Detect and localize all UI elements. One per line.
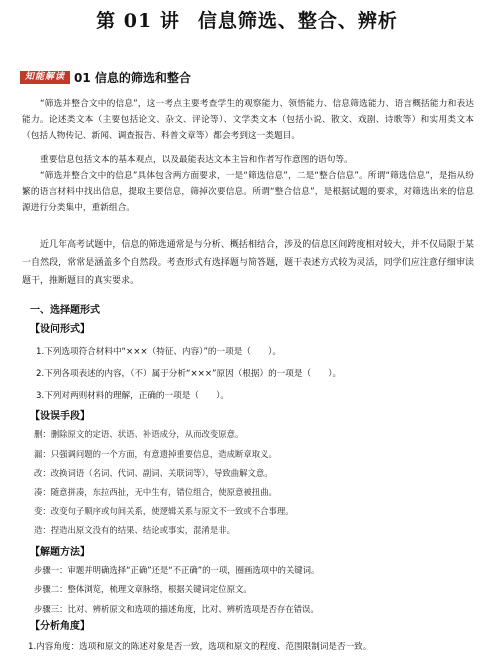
error-method-item: 漏：只强调问题的一个方面，有意遗掉重要信息，造成断章取义。 [34, 449, 277, 459]
error-method-item: 改：改换词语（名词、代词、副词、关联词等），导致曲解文意。 [34, 468, 273, 478]
analysis-heading: 【分析角度】 [30, 621, 90, 632]
question-forms-heading: 【设问形式】 [30, 324, 90, 335]
choice-question-heading: 一、选择题形式 [30, 305, 100, 316]
question-form-item: 1.下列选项符合材料中“×××（特征、内容）”的一项是（ ）。 [36, 347, 281, 357]
error-method-item: 变：改变句子顺序或句间关系，使逻辑关系与原文不一致或不合事理。 [34, 506, 294, 516]
solution-heading: 【解题方法】 [30, 547, 90, 558]
section-header [20, 70, 191, 85]
error-method-item: 删：删除原文的定语、状语、补语成分，从而改变原意。 [34, 429, 244, 439]
error-methods-heading: 【设误手段】 [30, 411, 90, 422]
page-title [0, 6, 494, 33]
error-method-item: 凑：随意拼凑，东拉西扯，无中生有，错位组合，使原意被扭曲。 [34, 487, 277, 497]
lecture-topic: 信息筛选、整合、辨析 [197, 10, 398, 32]
solution-step: 步骤二：整体浏览，梳理文章脉络，根据关键词定位原文。 [34, 584, 252, 594]
paragraph-requirements: “筛选并整合文中的信息”具体包含两方面要求，一是“筛选信息”，二是“整合信息”。所谓“筛选信息”，是指从纷繁的语言材料中找出信息，提取主要信息，筛掉次要信息。所谓“整合信息”，是根据试题的要求，对筛选出来的信息源进行分类集中，重新组合。 [22, 171, 474, 213]
section-title: 01 信息的筛选和整合 [74, 71, 191, 85]
question-form-item: 2.下列各项表述的内容，（不）属于分析“×××”原因（根据）的一项是（ ）。 [36, 369, 342, 379]
solution-step: 步骤一：审题并明确选择“正确”还是“不正确”的一项，圈画选项中的关键词。 [34, 565, 320, 575]
analysis-item: 1.内容角度：选项和原文的陈述对象是否一致，选项和原文的程度、范围限制词是否一致。 [28, 642, 372, 652]
lecture-number: 第 01 讲 [96, 10, 180, 32]
section-tag: 知能解读 [20, 71, 70, 84]
solution-step: 步骤三：比对、辨析原文和选项的描述角度，比对、辨析选项是否存在错误。 [34, 604, 319, 614]
paragraph-intro: “筛选并整合文中的信息”，这一考点主要考查学生的观察能力、领悟能力、信息筛选能力、语言概括能力和表达能力。论述类文本（主要包括论文、杂文、评论等）、文学类文本（包括小说、散文、戏剧、诗歌等）和实用类文本（包括人物传记、新闻、调查报告、科普文章等）都会考到这一类题目。 [22, 99, 474, 141]
question-form-item: 3.下列对两则材料的理解，正确的一项是（ ）。 [36, 391, 229, 401]
paragraph-important-info: 重要信息包括文本的基本观点，以及最能表达文本主旨和作者写作意图的语句等。 [40, 155, 353, 165]
paragraph-exam-trend: 近几年高考试题中，信息的筛选通常是与分析、概括相结合，涉及的信息区间跨度相对较大，并不仅局限于某一自然段，常常是涵盖多个自然段。考查形式有选择题与简答题，题干表述方式较为灵活，同学们应注意仔细审读题干，推断题目的真实要求。 [22, 240, 474, 286]
error-method-item: 造：捏造出原文没有的结果、结论或事实，混淆是非。 [34, 525, 235, 535]
